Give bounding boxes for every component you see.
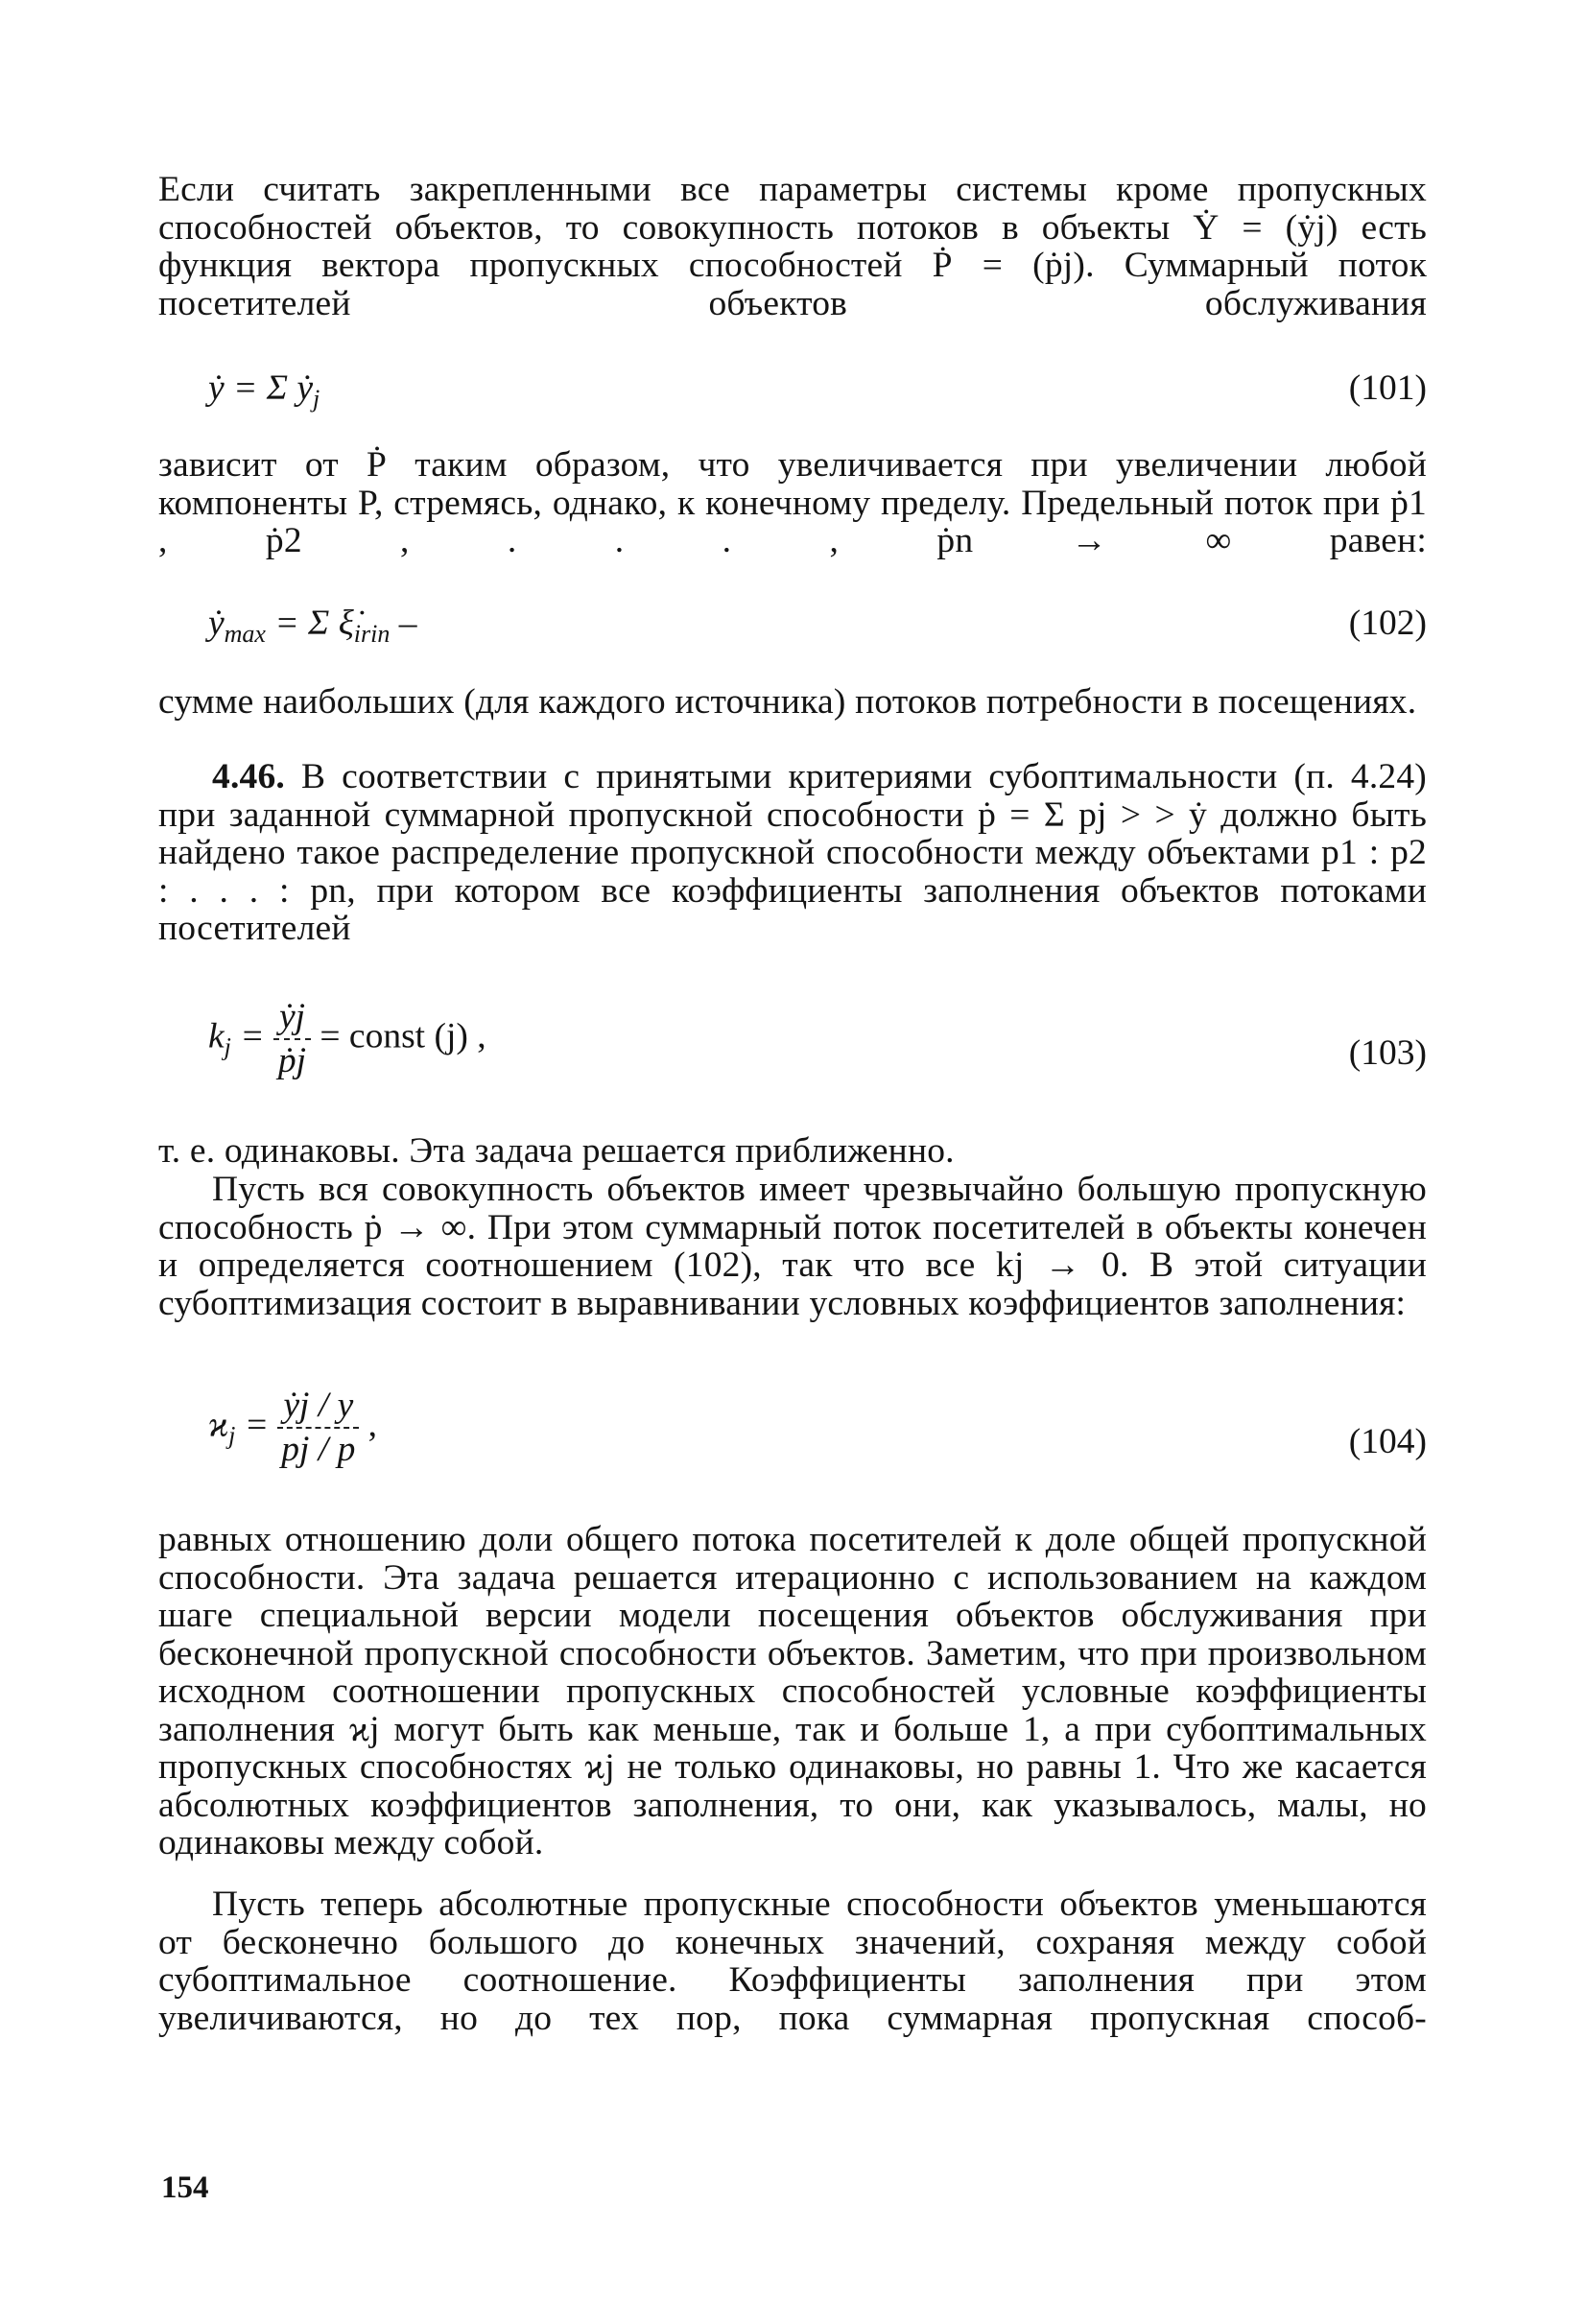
equation-101: [158, 369, 1427, 417]
paragraph-text: равных отношению доли общего потока посетителей к доле общей пропускной способности. Эта задача решается итерационно с использованием на каждом шаге специальной версии модели посещения объектов обслуживания при бесконечной пропускной способности объектов. Заметим, что при произвольном исходном соотношении пропускных способностей условные коэффициенты заполнения ϰj могут быть как меньше, так и больше 1, а при субоптимальных пропускных способностях ϰj не только одинаковы, но равны 1. Что же касается абсолютных коэффициентов заполнения, то они, как указывалось, малы, но одинаковы между собой.: [158, 1520, 1427, 1862]
paragraph-text: сумме наибольших (для каждого источника) потоков потребности в посещениях.: [158, 682, 1417, 722]
equation-formula: ẏ$_{max}$ = Σ $\xi̇_{irin}$ –: [208, 604, 417, 648]
paragraph-limit: [158, 446, 1427, 560]
paragraph-infinite: [158, 1171, 1427, 1322]
equation-formula: $k_j$ = $\frac{\text{ẏj}}{\text{ṗj}}$ = const (j) ,: [208, 997, 486, 1080]
paragraph-4-46: [158, 758, 1427, 948]
equation-number: (104): [1348, 1422, 1427, 1461]
equation-formula: ẏ = Σ ẏ$_j$: [208, 368, 320, 413]
equation-number: (102): [1348, 604, 1427, 643]
paragraph-equal: [158, 1132, 1427, 1171]
equation-number: (103): [1348, 1033, 1427, 1073]
equation-104: [158, 1387, 1427, 1502]
page-number: 154: [161, 2170, 209, 2205]
paragraph-text: Если считать закрепленными все параметры системы кроме пропускных способностей объектов, то совокупность потоков в объекты Ẏ = (ẏj) есть функция вектора пропускных способностей Ṗ = (ṗj). Суммарный поток посетителей объектов обслуживания: [158, 170, 1427, 323]
equation-103: [158, 998, 1427, 1113]
paragraph-text: Пусть вся совокупность объектов имеет чрезвычайно большую пропускную способность ṗ → ∞. При этом суммарный поток посетителей в объекты конечен и определяется соотношением (102), так что все kj → 0. В этой ситуации субоптимизация состоит в выравнивании условных коэффициентов заполнения:: [158, 1170, 1427, 1323]
paragraph-intro: [158, 171, 1427, 322]
paragraph-text: зависит от Ṗ таким образом, что увеличивается при увеличении любой компоненты P, стремясь, однако, к конечному пределу. Предельный поток при ṗ1 , ṗ2 , . . . , ṗn → ∞ равен:: [158, 445, 1427, 560]
paragraph-iterative: [158, 1521, 1427, 1862]
paragraph-text: Пусть теперь абсолютные пропускные способности объектов уменьшаются от бесконечно большого до конечных значений, сохраняя между собой субоптимальное соотношение. Коэффициенты заполнения при этом увеличиваются, но до тех пор, пока суммарная пропускная способ-: [158, 1885, 1427, 2038]
equation-102: [158, 605, 1427, 652]
paragraph-reduce: [158, 1885, 1427, 2037]
equation-formula: $ϰ_j$ = $\frac{\text{ẏj / y}}{pj / p}$ ,: [208, 1386, 378, 1469]
paragraph-text: т. е. одинаковы. Эта задача решается приближенно.: [158, 1131, 955, 1171]
equation-number: (101): [1348, 368, 1427, 408]
section-number: 4.46.: [212, 757, 285, 796]
paragraph-sum: [158, 683, 1427, 722]
paragraph-text: 4.46. В соответствии с принятыми критериями субоптимальности (п. 4.24) при заданной суммарной пропускной способности ṗ = Σ pj > > ẏ должно быть найдено такое распределение пропускной способности между объектами p1 : p2 : . . . : pn, при котором все коэффициенты заполнения объектов потоками посетителей: [158, 757, 1427, 948]
